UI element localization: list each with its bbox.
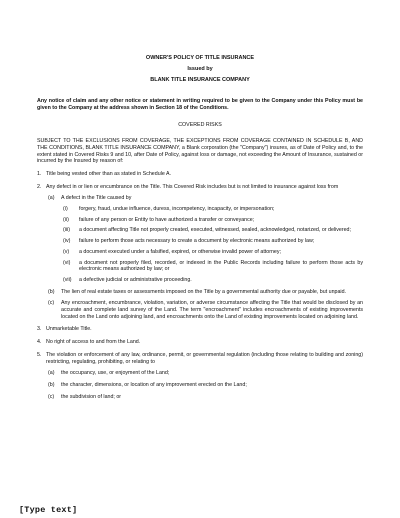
policy-title: OWNER'S POLICY OF TITLE INSURANCE	[145, 55, 255, 61]
list-item-2a-ii	[63, 217, 363, 224]
item-text: failure to perform those acts necessary to create a document by electronic means authorized by law;	[79, 238, 315, 245]
item-number: 1.	[37, 170, 42, 177]
item-number: (i)	[63, 206, 68, 213]
item-text: the character, dimensions, or location of any improvement erected on the Land;	[61, 381, 247, 388]
list-item-1	[37, 171, 363, 178]
item-text: the subdivision of land; or	[61, 393, 122, 400]
list-item-2	[37, 184, 363, 191]
item-text: The lien of real estate taxes or assessments imposed on the Title by a governmental authority due or payable, but unpaid.	[61, 288, 347, 295]
list-item-2a-iv	[63, 238, 363, 245]
list-item-5b	[48, 382, 363, 389]
list-item-2b	[48, 289, 363, 296]
list-item-2a-vii	[63, 277, 363, 284]
item-text: a document not properly filed, recorded, or indexed in the Public Records including failure to perform those acts by electronic means authorized by law; or	[79, 259, 363, 273]
item-text: Title being vested other than as stated in Schedule A.	[46, 170, 171, 177]
item-number: 5.	[37, 351, 42, 358]
issued-by: Issued by	[187, 66, 213, 72]
item-text: Any encroachment, encumbrance, violation, variation, or adverse circumstance affecting the Title that would be disclosed by an accurate and complete land survey of the Land. The term "encroachment" includes encroachments of existing improvements located on the Land onto adjoining land, and encroachments onto the Land of existing improvements located on adjoining land.	[61, 300, 363, 320]
item-number: (a)	[48, 195, 55, 202]
list-item-2a-iii	[63, 227, 363, 234]
list-item-5	[37, 352, 363, 365]
item-number: 4.	[37, 339, 42, 346]
item-number: (vii)	[63, 276, 72, 283]
item-number: (iv)	[63, 238, 71, 245]
list-item-3	[37, 326, 363, 333]
list-item-5c	[48, 394, 363, 401]
item-number: (iii)	[63, 227, 71, 234]
item-number: (vi)	[63, 259, 71, 266]
notice-paragraph: Any notice of claim and any other notice or statement in writing required to be given to the Company under this Policy must be given to the Company at the address shown in Section 18 of the Conditions.	[37, 98, 363, 111]
item-number: (c)	[48, 393, 55, 400]
list-item-2a-v	[63, 249, 363, 256]
item-text: The violation or enforcement of any law, ordinance, permit, or governmental regulation (including those relating to building and zoning) restricting, regulating, prohibiting, or relating to	[46, 351, 363, 365]
list-item-4	[37, 339, 363, 346]
item-number: 2.	[37, 183, 42, 190]
item-text: forgery, fraud, undue influence, duress, incompetency, incapacity, or impersonation;	[79, 206, 275, 213]
list-item-2c	[48, 300, 363, 320]
item-text: Any defect in or lien or encumbrance on the Title. This Covered Risk includes but is not limited to insurance against loss from	[46, 183, 339, 190]
item-number: (a)	[48, 370, 55, 377]
list-item-2a-i	[63, 206, 363, 213]
item-number: (c)	[48, 300, 55, 307]
section-heading: COVERED RISKS	[178, 122, 222, 129]
list-item-2a	[48, 195, 363, 202]
item-text: failure of any person or Entity to have authorized a transfer or conveyance;	[79, 216, 255, 223]
item-number: (b)	[48, 288, 55, 295]
list-item-5a	[48, 370, 363, 377]
company-name: BLANK TITLE INSURANCE COMPANY	[150, 77, 250, 83]
item-text: A defect in the Title caused by	[61, 195, 132, 202]
intro-paragraph: SUBJECT TO THE EXCLUSIONS FROM COVERAGE, THE EXCEPTIONS FROM COVERAGE CONTAINED IN SCHEDULE B, AND THE CONDITIONS, BLANK TITLE INSURANCE COMPANY, a Blank corporation (the "Company") insures, as of Date of Policy and, to the extent stated in Covered Risks 9 and 10, after Date of Policy, against loss or damage, not exceeding the Amount of Insurance, sustained or incurred by the Insured by reason of:	[37, 138, 363, 165]
footer-placeholder: [Type text]	[19, 505, 78, 515]
item-text: a document executed under a falsified, expired, or otherwise invalid power of attorney;	[79, 248, 281, 255]
item-text: No right of access to and from the Land.	[46, 339, 141, 346]
item-number: (v)	[63, 248, 70, 255]
item-number: (b)	[48, 381, 55, 388]
item-text: Unmarketable Title.	[46, 326, 92, 333]
item-text: a defective judicial or administrative proceeding.	[79, 276, 192, 283]
item-text: the occupancy, use, or enjoyment of the Land;	[61, 370, 170, 377]
item-text: a document affecting Title not properly created, executed, witnessed, sealed, acknowledged, notarized, or delivered;	[79, 227, 351, 234]
list-item-2a-vi	[63, 260, 363, 273]
item-number: (ii)	[63, 216, 69, 223]
item-number: 3.	[37, 326, 42, 333]
